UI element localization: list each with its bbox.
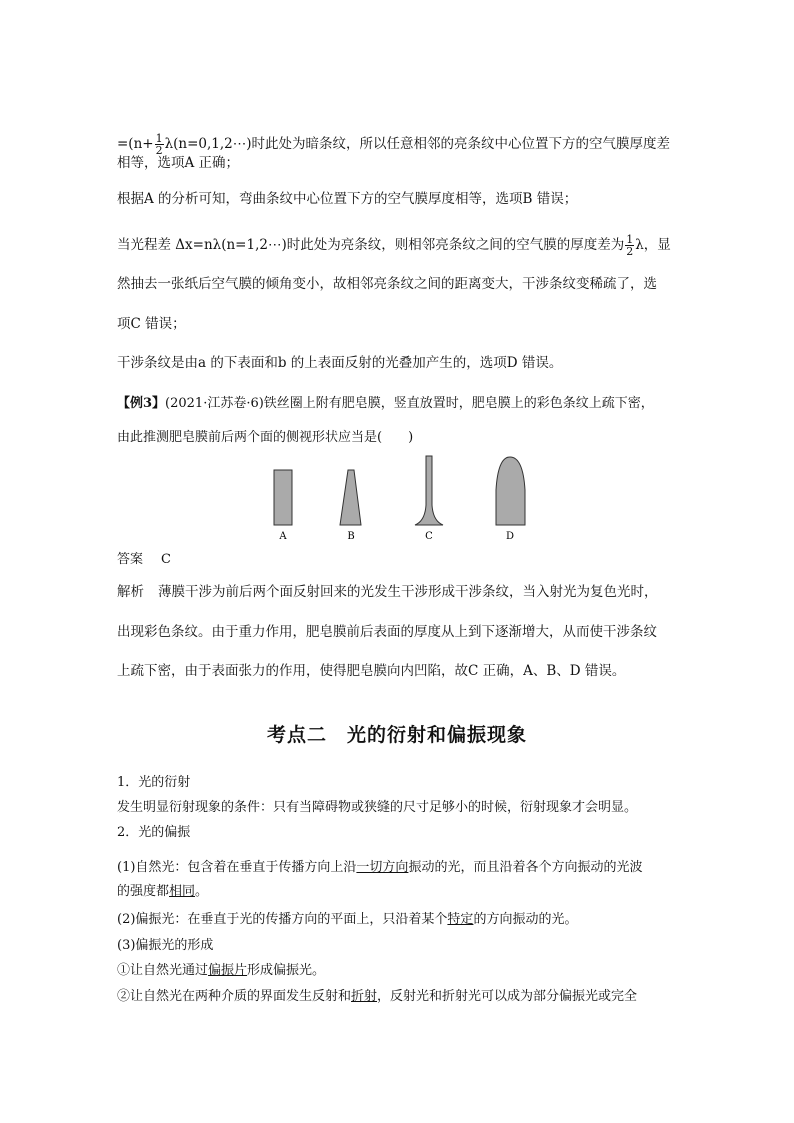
- fraction: [625, 234, 634, 257]
- text-fragment: 振动的光，而且沿着各个方向振动的光波: [408, 860, 643, 875]
- analysis-line: [117, 582, 658, 602]
- film-shape-figure: [255, 455, 545, 545]
- shape-a: [274, 470, 292, 525]
- text-fragment: λ(n=0,1,2⋯)时此处为暗条纹，所以任意相邻的亮条纹中心位置下方的空气膜厚度差: [164, 136, 671, 152]
- paragraph-line: 由此推测肥皂膜前后两个面的侧视形状应当是( ): [117, 430, 414, 445]
- fraction-denominator: 2: [626, 245, 634, 258]
- text-fragment: 。: [195, 884, 209, 899]
- analysis-line: 上疏下密，由于表面张力的作用，使得肥皂膜向内凹陷，故C 正确，A、B、D 错误。: [117, 663, 626, 679]
- underlined-term: 相同: [169, 884, 196, 899]
- underlined-term: 折射: [351, 989, 378, 1004]
- paragraph-line: [117, 910, 577, 930]
- fraction-denominator: 2: [155, 144, 163, 157]
- text-fragment: (2)偏振光：在垂直于光的传播方向的平面上，只沿着某个: [117, 912, 448, 927]
- text-fragment: ①让自然光通过: [117, 963, 209, 978]
- subheading: 2．光的偏振: [117, 825, 191, 840]
- text-fragment: (2021·江苏卷·6)铁丝圈上附有肥皂膜，竖直放置时，肥皂膜上的彩色条纹上疏下密，: [165, 396, 654, 411]
- fraction-numerator: 1: [626, 233, 634, 246]
- section-title: 考点二 光的衍射和偏振现象: [266, 724, 527, 746]
- analysis-label: 解析: [117, 584, 144, 600]
- paragraph-line: [117, 987, 637, 1007]
- answer-line: [117, 550, 171, 570]
- label-d: D: [505, 531, 515, 542]
- text-fragment: 的强度都: [117, 884, 170, 899]
- paragraph-line: 项C 错误；: [117, 316, 186, 332]
- shape-c: [415, 456, 443, 525]
- paragraph-line: [117, 961, 325, 981]
- paragraph-line: 根据A 的分析可知，弯曲条纹中心位置下方的空气膜厚度相等，选项B 错误；: [117, 191, 578, 207]
- paragraph-line: 相等，选项A 正确；: [117, 155, 240, 171]
- paragraph-line: 发生明显衍射现象的条件：只有当障碍物或狭缝的尺寸足够小的时候，衍射现象才会明显。: [117, 800, 638, 815]
- underlined-term: 偏振片: [208, 963, 248, 978]
- text-fragment: ，反射光和折射光可以成为部分偏振光或完全: [377, 989, 638, 1004]
- shape-b: [340, 470, 361, 525]
- answer-label: 答案: [117, 552, 144, 567]
- text-fragment: 当光程差 Δx=nλ(n=1,2⋯)时此处为亮条纹，则相邻亮条纹之间的空气膜的厚度差为: [117, 237, 625, 253]
- text-fragment: 形成偏振光。: [247, 963, 326, 978]
- underlined-term: 一切方向: [356, 860, 409, 875]
- label-a: A: [279, 531, 287, 542]
- answer-value: C: [161, 552, 171, 567]
- analysis-text: 薄膜干涉为前后两个面反射回来的光发生干涉形成干涉条纹，当入射光为复色光时，: [158, 584, 658, 600]
- text-fragment: ②让自然光在两种介质的界面发生反射和: [117, 989, 352, 1004]
- paragraph-line: [117, 234, 671, 257]
- analysis-line: 出现彩色条纹。由于重力作用，肥皂膜前后表面的厚度从上到下逐渐增大，从而使干涉条纹: [117, 624, 657, 640]
- text-fragment: λ，显: [635, 237, 671, 253]
- paragraph-line: (3)偏振光的形成: [117, 938, 214, 953]
- text-fragment: (1)自然光：包含着在垂直于传播方向上沿: [117, 860, 357, 875]
- paragraph-line: [117, 882, 208, 902]
- paragraph-line: 干涉条纹是由a 的下表面和b 的上表面反射的光叠加产生的，选项D 错误。: [117, 355, 563, 371]
- example-header: [117, 394, 654, 414]
- example-tag: 【例3】: [117, 396, 166, 411]
- underlined-term: 特定: [447, 912, 474, 927]
- shape-d: [496, 457, 525, 525]
- text-fragment: =(n+: [117, 136, 154, 152]
- paragraph-line: 然抽去一张纸后空气膜的倾角变小，故相邻亮条纹之间的距离变大，干涉条纹变稀疏了，选: [117, 276, 657, 292]
- paragraph-line: [117, 858, 642, 878]
- fraction-numerator: 1: [155, 132, 163, 145]
- label-b: B: [347, 531, 355, 542]
- text-fragment: 的方向振动的光。: [473, 912, 578, 927]
- subheading: 1．光的衍射: [117, 775, 191, 790]
- label-c: C: [425, 531, 433, 542]
